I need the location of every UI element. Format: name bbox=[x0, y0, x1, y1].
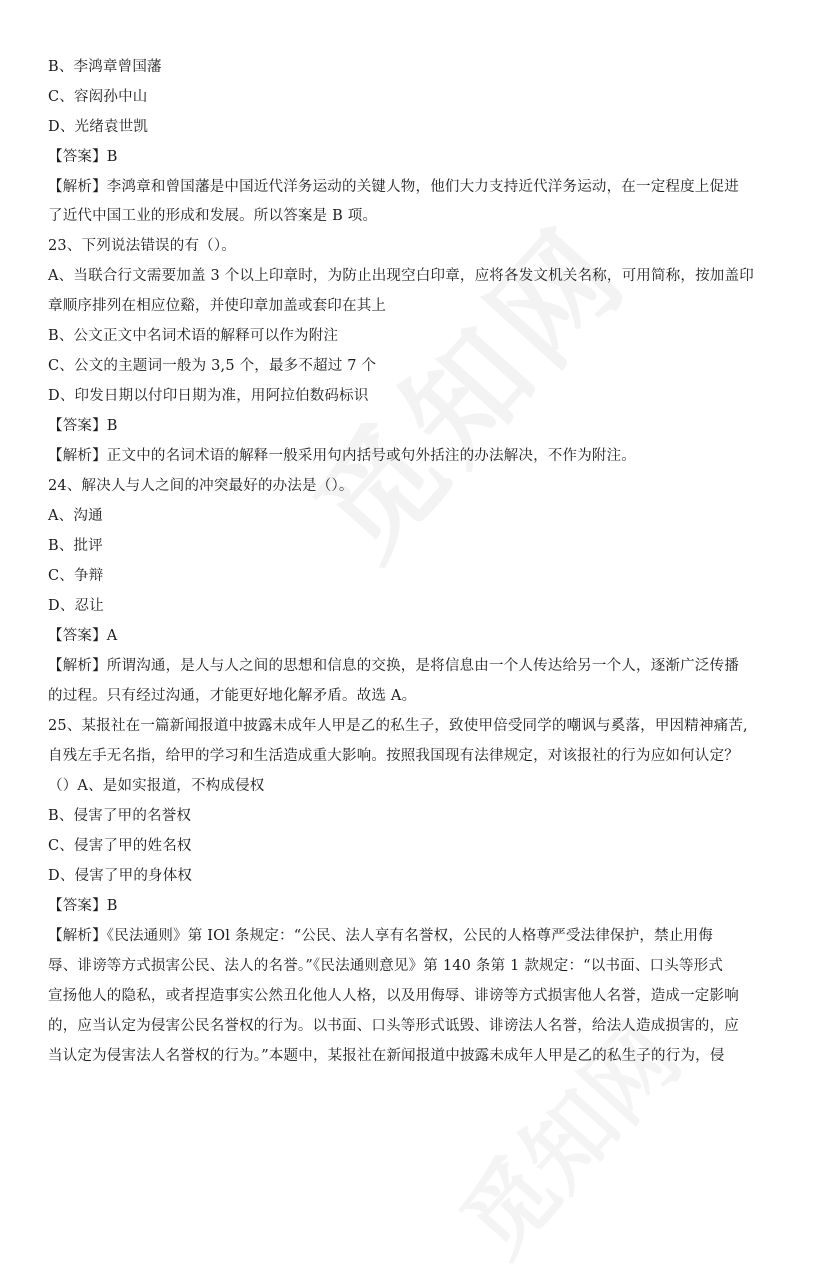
explanation-line: 【解析】正文中的名词术语的解释一般采用句内括号或句外括注的办法解决，不作为附注。 bbox=[48, 448, 636, 464]
explanation-line: 【解析】所谓沟通，是人与人之间的思想和信息的交换，是将信息由一个人传达给另一个人，逐渐广泛传播 bbox=[48, 658, 739, 674]
explanation-line: 的过程。只有经过沟通，才能更好地化解矛盾。故选 A。 bbox=[48, 688, 417, 704]
option-line: D、忍让 bbox=[48, 598, 104, 614]
explanation-line: 的，应当认定为侵害公民名誉权的行为。以书面、口头等形式诋毁、诽谤法人名誉，给法人造成损害的，应 bbox=[48, 1018, 739, 1034]
answer-line: 【答案】B bbox=[48, 898, 118, 914]
option-line: B、侵害了甲的名誉权 bbox=[48, 808, 192, 824]
question-line: 24、解决人与人之间的冲突最好的办法是（）。 bbox=[48, 478, 354, 494]
option-line: B、公文正文中名词术语的解释可以作为附注 bbox=[48, 328, 339, 344]
question-line: 25、某报社在一篇新闻报道中披露未成年人甲是乙的私生子，致使甲倍受同学的嘲讽与奚落，甲因精神痛苦, bbox=[48, 718, 748, 734]
option-line: B、批评 bbox=[48, 538, 103, 554]
option-line: D、光绪袁世凯 bbox=[48, 119, 149, 135]
option-line: C、争辩 bbox=[48, 568, 104, 584]
option-line: D、印发日期以付印日期为准，用阿拉伯数码标识 bbox=[48, 388, 369, 404]
option-line: C、公文的主题词一般为 3,5 个，最多不超过 7 个 bbox=[48, 358, 377, 374]
explanation-line: 【解析】《民法通则》第 IOl 条规定：“公民、法人享有名誉权，公民的人格尊严受法律保护，禁止用侮 bbox=[48, 928, 713, 944]
option-line: 章顺序排列在相应位谿，并使印章加盖或套印在其上 bbox=[48, 298, 387, 314]
explanation-line: 宣扬他人的隐私，或者捏造事实公然丑化他人人格，以及用侮辱、诽谤等方式损害他人名誉，造成一定影响 bbox=[48, 988, 739, 1004]
explanation-line: 当认定为侵害法人名誉权的行为。”本题中，某报社在新闻报道中披露未成年人甲是乙的私生子的行为，侵 bbox=[48, 1048, 725, 1064]
question-line: 自残左手无名指，给甲的学习和生活造成重大影响。按照我国现有法律规定，对该报社的行为应如何认定？ bbox=[48, 748, 739, 764]
answer-line: 【答案】B bbox=[48, 149, 118, 165]
explanation-line: 了近代中国工业的形成和发展。所以答案是 B 项。 bbox=[48, 208, 378, 224]
option-line: C、侵害了甲的姓名权 bbox=[48, 838, 192, 854]
explanation-line: 【解析】李鸿章和曾国藩是中国近代洋务运动的关键人物，他们大力支持近代洋务运动，在一定程度上促进 bbox=[48, 179, 739, 195]
option-line: A、当联合行文需要加盖 3 个以上印章时，为防止出现空白印章，应将各发文机关名称，可用简称，按加盖印 bbox=[48, 268, 754, 284]
answer-line: 【答案】B bbox=[48, 418, 118, 434]
option-line: （）A、是如实报道，不构成侵权 bbox=[48, 778, 265, 794]
option-line: D、侵害了甲的身体权 bbox=[48, 868, 193, 884]
option-line: C、容闳孙中山 bbox=[48, 89, 148, 105]
option-line: A、沟通 bbox=[48, 508, 103, 524]
answer-line: 【答案】A bbox=[48, 628, 118, 644]
explanation-line: 辱、诽谤等方式损害公民、法人的名誉。”《民法通则意见》第 140 条第 1 款规定：“以书面、口头等形式 bbox=[48, 958, 724, 974]
option-line: B、李鸿章曾国藩 bbox=[48, 59, 162, 75]
question-line: 23、下列说法错误的有（）。 bbox=[48, 238, 236, 254]
